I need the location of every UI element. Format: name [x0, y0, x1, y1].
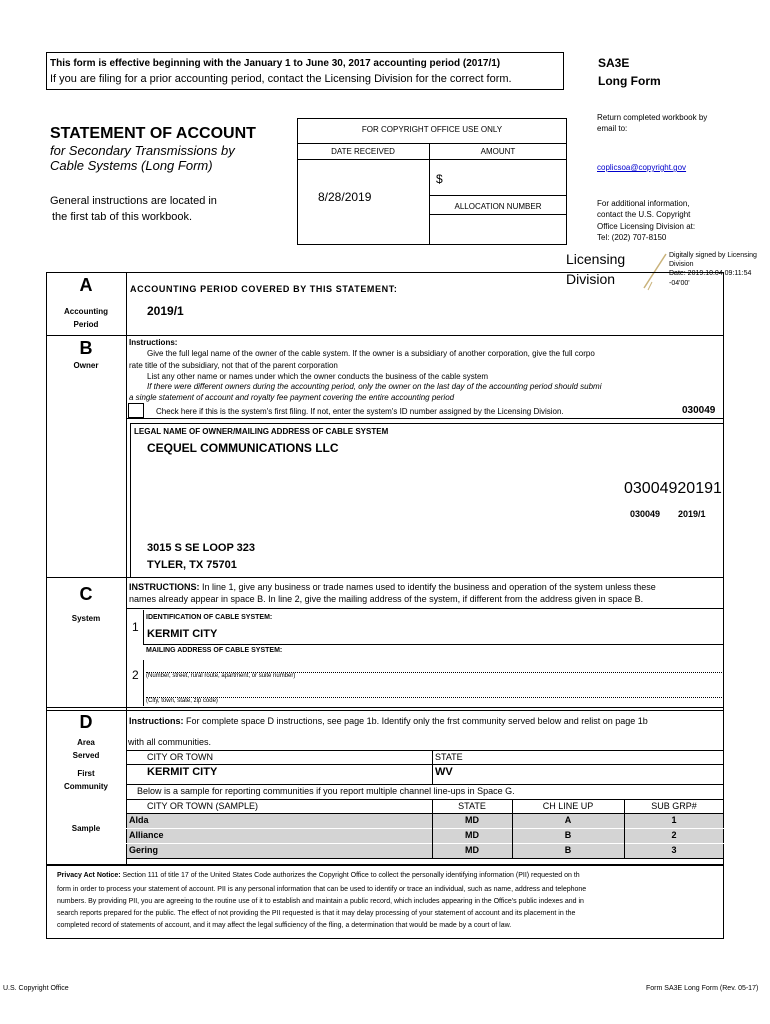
signature-details-4: -04'00': [669, 280, 690, 287]
sample-col-city: CITY OR TOWN (SAMPLE): [147, 801, 259, 811]
owner-name: CEQUEL COMMUNICATIONS LLC: [147, 441, 339, 455]
first-community-label-2: Community: [64, 782, 108, 791]
section-c-instr-1: [129, 582, 656, 592]
sample-subgrp-2: 2: [671, 830, 677, 840]
privacy-head: Privacy Act Notice:: [57, 872, 121, 879]
sample-state-3: MD: [465, 845, 479, 855]
section-b-instr-1: Give the full legal name of the owner of the cable system. If the owner is a subsidiary of another corporation, give the full corpo: [147, 349, 595, 358]
section-c-instr-head: INSTRUCTIONS:: [129, 582, 200, 592]
amount-label: AMOUNT: [480, 147, 516, 156]
system-id-value: 030049: [682, 405, 716, 416]
state-label: STATE: [435, 752, 463, 762]
city-or-town-label: CITY OR TOWN: [147, 752, 214, 762]
period-small: 2019/1: [678, 509, 706, 519]
section-d-instr-head: Instructions:: [129, 716, 184, 726]
line-1-number: 1: [132, 620, 139, 634]
statement-subtitle-2: Cable Systems (Long Form): [50, 158, 213, 173]
general-instructions-1: General instructions are located in: [50, 195, 217, 207]
sample-subgrp-3: 3: [671, 845, 677, 855]
section-b-instr-5: a single statement of account and royalty fee payment covering the entire accounting period: [129, 393, 455, 402]
sample-subgrp-1: 1: [671, 815, 677, 825]
sample-state-1: MD: [465, 815, 479, 825]
privacy-line-1-text: Section 111 of title 17 of the United States Code authorizes the Copyright Office to collect the personally identifying information (PII) requested on th: [120, 872, 580, 879]
email-link[interactable]: coplicsoa@copyright.gov: [597, 163, 687, 172]
sample-state-2: MD: [465, 830, 479, 840]
signature-details-1: Digitally signed by Licensing: [669, 252, 757, 259]
sample-col-state: STATE: [458, 801, 486, 811]
section-b-label: Owner: [73, 361, 99, 370]
privacy-line-1: [57, 872, 580, 879]
first-community-label-1: First: [77, 769, 95, 778]
sample-city-1: Alda: [129, 815, 149, 825]
first-community-state[interactable]: WV: [435, 766, 453, 778]
mailing-address-label: MAILING ADDRESS OF CABLE SYSTEM:: [146, 647, 283, 654]
sample-col-subgrp: SUB GRP#: [651, 801, 697, 811]
signature-details-2: Division: [669, 261, 694, 268]
accounting-period-heading: ACCOUNTING PERIOD COVERED BY THIS STATEMENT:: [130, 284, 398, 294]
privacy-line-3: numbers. By providing PII, you are agreeing to the routine use of it to establish and maintain a public record, which includes appearing in the Office's public indexes and in: [57, 898, 584, 905]
general-instructions-2: the first tab of this workbook.: [52, 211, 193, 223]
legal-name-label: LEGAL NAME OF OWNER/MAILING ADDRESS OF CABLE SYSTEM: [134, 427, 389, 436]
line-2-number: 2: [132, 668, 139, 682]
prior-period-line: If you are filing for a prior accounting period, contact the Licensing Division for the correct form.: [50, 73, 512, 85]
privacy-line-4: search reports prepared for the public. The effect of not providing the PII requested is that it may delay processing of your statement of account and its placement in the: [57, 910, 576, 917]
section-d-instr-1: [129, 716, 648, 726]
section-b-instr-2: rate title of the subsidiary, not that of the parent corporation: [129, 361, 338, 370]
sample-city-2: Alliance: [129, 830, 164, 840]
section-a-label-2: Period: [73, 320, 99, 329]
identification-label: IDENTIFICATION OF CABLE SYSTEM:: [146, 614, 273, 621]
street-address-hint: (Number, street, rural route, apartment, or suite number): [146, 673, 296, 679]
city-address-hint: (City, town, state, zip code): [146, 698, 218, 704]
amount-dollar: $: [436, 172, 443, 186]
section-a-letter: A: [79, 275, 93, 295]
date-received-label: DATE RECEIVED: [331, 147, 395, 156]
owner-address-2: TYLER, TX 75701: [147, 559, 237, 571]
owner-address-1: 3015 S SE LOOP 323: [147, 542, 256, 554]
privacy-line-5: completed record of statements of account, and it may affect the legal sufficiency of the fling, a determination that would be made by a court of law.: [57, 922, 512, 929]
section-c-label: System: [71, 614, 101, 623]
statement-title: STATEMENT OF ACCOUNT: [50, 125, 256, 142]
cable-system-name: KERMIT CITY: [147, 628, 218, 640]
first-filing-checkbox[interactable]: [128, 403, 144, 418]
form-type: Long Form: [598, 74, 661, 88]
section-b-instr-3: List any other name or names under which the owner conducts the business of the cable system: [147, 372, 489, 381]
section-d-instr-text: For complete space D instructions, see page 1b. Identify only the frst community served below and relist on page 1b: [183, 716, 648, 726]
return-instructions-1: Return completed workbook by: [597, 113, 708, 122]
date-received-value: 8/28/2019: [318, 190, 372, 204]
section-c-instr-2: names already appear in space B. In line 2, give the mailing address of the system, if different from the address given in space B.: [129, 594, 644, 604]
statement-subtitle-1: for Secondary Transmissions by: [50, 143, 235, 158]
additional-info-3: Office Licensing Division at:: [597, 222, 696, 231]
section-b-instructions-head: Instructions:: [129, 338, 178, 347]
privacy-line-2: form in order to process your statement of account. PII is any personal information that can be used to identify or trace an individual, such as name, address and telephone: [57, 886, 587, 893]
section-c-instr-text: In line 1, give any business or trade names used to identify the business and operation of the system unless these: [199, 582, 656, 592]
system-period-code: 03004920191: [624, 480, 722, 497]
section-d-letter: D: [79, 712, 93, 732]
allocation-number-label: ALLOCATION NUMBER: [454, 202, 542, 211]
sample-col-lineup: CH LINE UP: [542, 801, 594, 811]
first-community-city[interactable]: KERMIT CITY: [147, 766, 218, 778]
sample-lineup-1: A: [564, 815, 572, 825]
sample-label: Sample: [71, 824, 101, 833]
city-address-line[interactable]: [146, 697, 722, 698]
office-use-box: [297, 118, 567, 245]
section-b-letter: B: [79, 338, 93, 358]
sample-note: Below is a sample for reporting communities if you report multiple channel line-ups in Space G.: [137, 786, 515, 796]
additional-info-2: contact the U.S. Copyright: [597, 210, 691, 219]
signature-details-3: Date: 2019.10.04 09:11:54: [669, 270, 752, 277]
effective-line: This form is effective beginning with the January 1 to June 30, 2017 accounting period (2017/1): [50, 58, 501, 69]
additional-info-1: For additional information,: [597, 199, 690, 208]
sample-lineup-2: B: [564, 830, 572, 840]
additional-info-4: Tel: (202) 707-8150: [597, 233, 667, 242]
section-d-instr-2: with all communities.: [128, 737, 212, 747]
signature-name-2: Division: [566, 271, 616, 287]
system-id-small: 030049: [630, 509, 661, 519]
first-filing-text: Check here if this is the system's first filing. If not, enter the system's ID number assigned by the Licensing Division.: [156, 407, 564, 416]
accounting-period-value: 2019/1: [147, 304, 184, 318]
footer-form-id: Form SA3E Long Form (Rev. 05-17): [646, 985, 759, 992]
section-a-label-1: Accounting: [64, 307, 108, 316]
section-d-label-2: Served: [72, 751, 100, 760]
return-instructions-2: email to:: [597, 124, 628, 133]
office-use-heading: FOR COPYRIGHT OFFICE USE ONLY: [361, 125, 503, 134]
section-d-label-1: Area: [77, 738, 95, 747]
form-code: SA3E: [598, 56, 630, 70]
signature-name-1: Licensing: [566, 251, 626, 267]
sample-city-3: Gering: [129, 845, 159, 855]
sample-lineup-3: B: [564, 845, 572, 855]
footer-office: U.S. Copyright Office: [3, 985, 69, 992]
section-b-instr-4: If there were different owners during the accounting period, only the owner on the last day of the accounting period should submi: [147, 382, 602, 391]
section-c-letter: C: [79, 584, 93, 604]
